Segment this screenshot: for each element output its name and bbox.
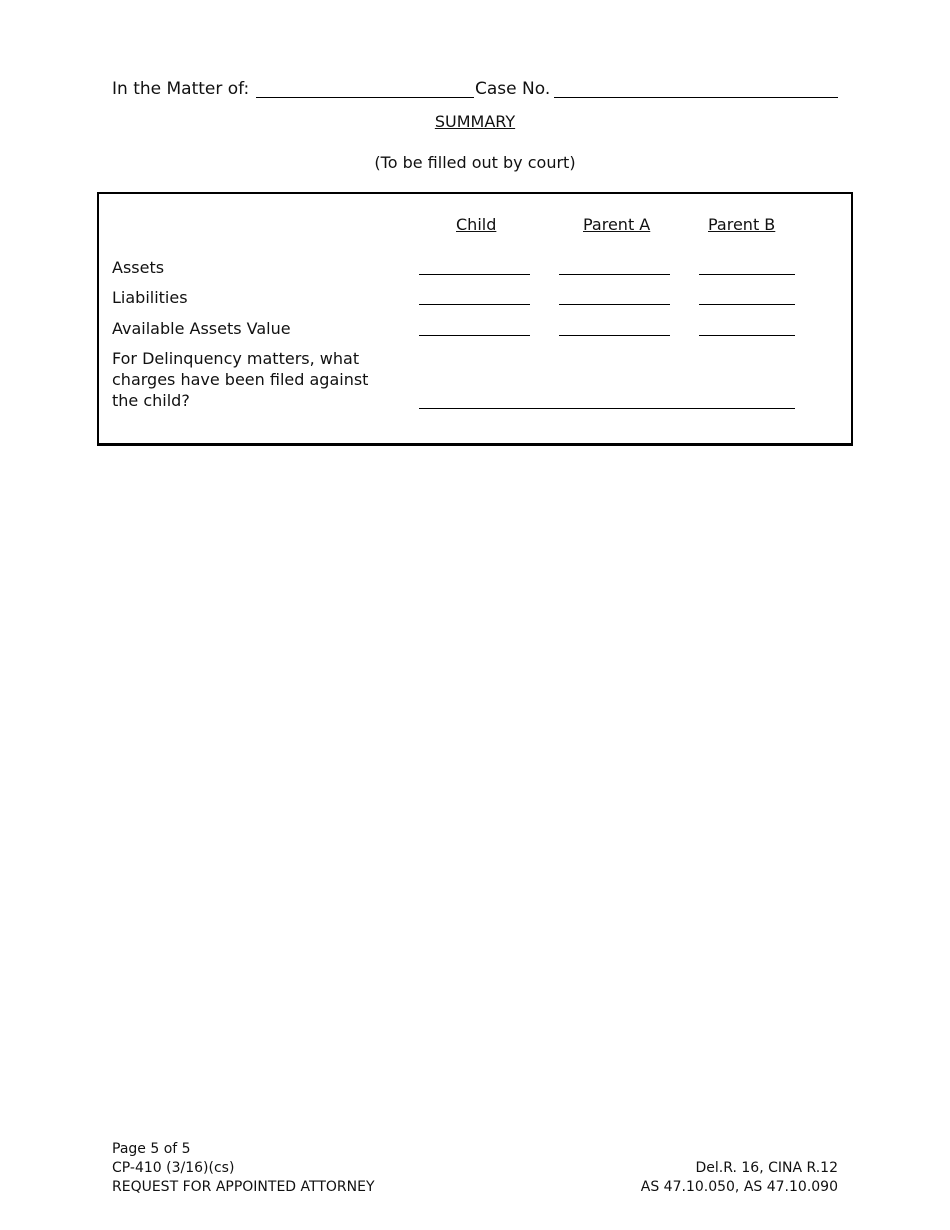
assets-child-field[interactable] [419,274,530,275]
statutes: AS 47.10.050, AS 47.10.090 [640,1179,838,1195]
assets-parent-b-field[interactable] [699,274,795,275]
page-number: Page 5 of 5 [112,1141,191,1157]
liabilities-parent-a-field[interactable] [559,304,670,305]
footer-right [641,1159,838,1197]
available-assets-parent-a-field[interactable] [559,335,670,336]
column-header-parent-a: Parent A [583,215,651,234]
column-header-parent-b: Parent B [708,215,776,234]
row-label-liabilities: Liabilities [112,288,188,307]
row-label-assets: Assets [112,258,165,277]
assets-parent-a-field[interactable] [559,274,670,275]
section-subtitle: (To be filled out by court) [374,153,576,172]
delinquency-charges-field[interactable] [419,408,795,409]
matter-label: In the Matter of: [112,79,250,99]
form-number: CP-410 (3/16)(cs) [112,1160,235,1176]
available-assets-parent-b-field[interactable] [699,335,795,336]
court-rules: Del.R. 16, CINA R.12 [695,1160,838,1176]
row-label-available-assets-value: Available Assets Value [112,319,291,338]
row-label-delinquency-charges: For Delinquency matters, what charges have been filed against the child? [112,349,369,410]
form-title: REQUEST FOR APPOINTED ATTORNEY [112,1179,375,1195]
liabilities-child-field[interactable] [419,304,530,305]
case-number-input-line[interactable] [554,97,838,98]
case-number-label: Case No. [475,79,551,99]
available-assets-child-field[interactable] [419,335,530,336]
footer-left [112,1140,375,1197]
column-header-child: Child [456,215,497,234]
section-title: SUMMARY [434,112,516,131]
matter-input-line[interactable] [256,97,474,98]
liabilities-parent-b-field[interactable] [699,304,795,305]
